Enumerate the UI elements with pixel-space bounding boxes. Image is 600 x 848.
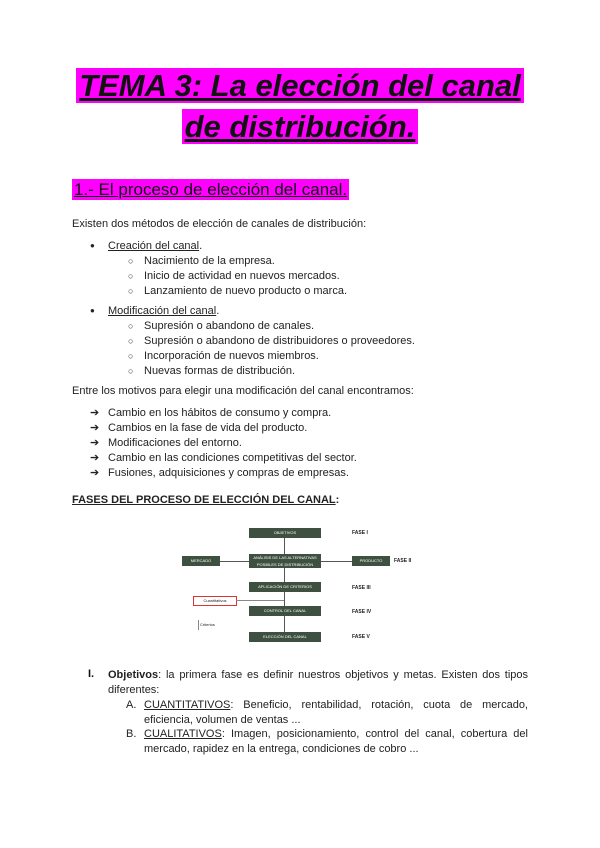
circle-bullet-icon: ○ bbox=[128, 286, 134, 296]
title-line-1: TEMA 3: La elección del canal bbox=[76, 68, 524, 103]
motive-item: ➔ Cambio en las condiciones competitivas del sector. bbox=[90, 452, 357, 464]
connector-left bbox=[220, 561, 249, 562]
diagram-box-mercado: MERCADO bbox=[182, 556, 220, 566]
sub-item: ○ Supresión o abandono de distribuidores o proveedores. bbox=[128, 335, 415, 347]
bullet-icon: ● bbox=[90, 306, 95, 315]
diagram-box-criterios: APLICACIÓN DE CRITERIOS bbox=[249, 582, 321, 592]
motive-item: ➔ Modificaciones del entorno. bbox=[90, 437, 242, 449]
sub-item: ○ Nuevas formas de distribución. bbox=[128, 365, 296, 377]
page-title bbox=[0, 68, 600, 144]
sub-item: ○ Supresión o abandono de canales. bbox=[128, 320, 315, 332]
fase-label-2: FASE II bbox=[394, 558, 412, 564]
diagram-small-label: Criterios bbox=[200, 622, 215, 627]
circle-bullet-icon: ○ bbox=[128, 271, 134, 281]
diagram-box-analisis: ANÁLISIS DE LAS ALTERNATIVAS POSIBLES DE DISTRIBUCIÓN bbox=[249, 554, 321, 568]
connector-right bbox=[321, 561, 352, 562]
circle-bullet-icon: ○ bbox=[128, 321, 134, 331]
motives-intro: Entre los motivos para elegir una modificación del canal encontramos: bbox=[72, 385, 414, 397]
circle-bullet-icon: ○ bbox=[128, 336, 134, 346]
fase-label-3: FASE III bbox=[352, 585, 371, 591]
sub-item: ○ Incorporación de nuevos miembros. bbox=[128, 350, 319, 362]
arrow-icon: ➔ bbox=[90, 422, 100, 434]
objectives-paragraph: Objetivos: la primera fase es definir nuestros objetivos y metas. Existen dos tipos diferentes: bbox=[108, 669, 528, 696]
roman-numeral: I. bbox=[88, 668, 95, 680]
section-heading: 1.- El proceso de elección del canal. bbox=[74, 180, 348, 199]
motive-item: ➔ Cambios en la fase de vida del producto. bbox=[90, 422, 308, 434]
arrow-icon: ➔ bbox=[90, 467, 100, 479]
intro-text: Existen dos métodos de elección de canales de distribución: bbox=[72, 218, 367, 230]
connector-red bbox=[236, 600, 284, 601]
sub-item: ○ Nacimiento de la empresa. bbox=[128, 255, 275, 267]
motive-item: ➔ Fusiones, adquisiciones y compras de empresas. bbox=[90, 467, 349, 479]
circle-bullet-icon: ○ bbox=[128, 351, 134, 361]
connector-small bbox=[198, 620, 199, 630]
fase-label-5: FASE V bbox=[352, 634, 370, 640]
bullet-icon: ● bbox=[90, 241, 95, 250]
circle-bullet-icon: ○ bbox=[128, 256, 134, 266]
method-item: ● Modificación del canal. bbox=[90, 305, 220, 317]
diagram-box-producto: PRODUCTO bbox=[352, 556, 390, 566]
phases-heading: FASES DEL PROCESO DE ELECCIÓN DEL CANAL: bbox=[72, 494, 340, 506]
diagram-box-objetivos: OBJETIVOS bbox=[249, 528, 321, 538]
fase-label-4: FASE IV bbox=[352, 609, 372, 615]
objective-item: A. CUANTITATIVOS: Beneficio, rentabilidad, rotación, cuota de mercado, eficiencia, volumen de ventas ... bbox=[126, 699, 528, 726]
method-item: ● Creación del canal. bbox=[90, 240, 203, 252]
fase-label-1: FASE I bbox=[352, 530, 368, 536]
diagram-red-note: Cuantitativos bbox=[193, 596, 237, 606]
diagram-box-control: CONTROL DEL CANAL bbox=[249, 606, 321, 616]
sub-item: ○ Lanzamiento de nuevo producto o marca. bbox=[128, 285, 348, 297]
arrow-icon: ➔ bbox=[90, 407, 100, 419]
objective-item: B. CUALITATIVOS: Imagen, posicionamiento, control del canal, cobertura del mercado, rapidez en la entrega, condiciones de cobro ... bbox=[126, 728, 528, 755]
arrow-icon: ➔ bbox=[90, 437, 100, 449]
diagram-box-eleccion: ELECCIÓN DEL CANAL bbox=[249, 632, 321, 642]
circle-bullet-icon: ○ bbox=[128, 366, 134, 376]
title-line-2: de distribución. bbox=[182, 109, 419, 144]
sub-item: ○ Inicio de actividad en nuevos mercados. bbox=[128, 270, 340, 282]
motive-item: ➔ Cambio en los hábitos de consumo y compra. bbox=[90, 407, 332, 419]
arrow-icon: ➔ bbox=[90, 452, 100, 464]
